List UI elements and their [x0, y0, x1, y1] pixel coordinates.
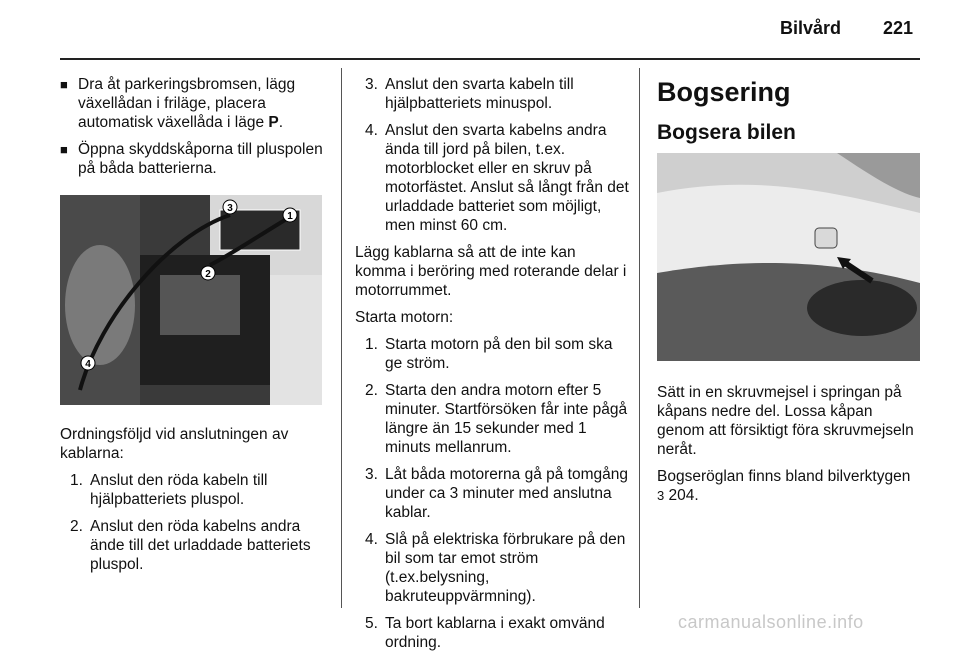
figure-label-3: 3: [227, 203, 233, 214]
list-item: 2. Anslut den röda kabelns andra ände till det urladdade batteriets pluspol.: [70, 518, 311, 573]
battery-jumpstart-photo: [60, 195, 322, 405]
column-2: [355, 75, 630, 660]
bullet-item: ■ Öppna skyddskåporna till pluspolen på båda batterierna.: [60, 140, 330, 178]
subsection-heading: Bogsera bilen: [657, 121, 796, 144]
bullet-item: ■ Dra åt parkeringsbromsen, lägg växellådan i friläge, placera automatisk växellåda i läge P.: [60, 75, 330, 132]
list-item: 4. Anslut den svarta kabelns andra ända till jord på bilen, t.ex. motorblocket eller en skruv på motorfästet. Anslut så långt från det urladdade batteriet som möjligt, men minst 60 cm.: [365, 122, 629, 234]
connection-order-intro: Ordningsföljd vid anslutningen av kablarna:: [60, 426, 289, 462]
list-item: 1. Starta motorn på den bil som ska ge ström.: [365, 336, 613, 372]
column-divider-1: [341, 68, 342, 608]
header-divider: [60, 58, 920, 60]
page-number: 221: [883, 18, 914, 38]
column-3: [657, 75, 922, 513]
list-item: 2. Starta den andra motorn efter 5 minuter. Startförsöken får inte pågå längre än 15 sekunder med 1 minuts mellanrum.: [365, 382, 628, 456]
start-engine-intro: Starta motorn:: [355, 309, 454, 326]
figure-label-1: 1: [287, 211, 293, 222]
list-item: 1. Anslut den röda kabeln till hjälpbatteriets pluspol.: [70, 472, 268, 508]
cable-routing-note: Lägg kablarna så att de inte kan komma i beröring med roterande delar i motorrummet.: [355, 244, 627, 299]
figure-label-4: 4: [85, 359, 91, 370]
towing-cover-instruction: Sätt in en skruvmejsel i springan på kåpans nedre del. Lossa kåpan genom att försiktigt föra skruvmejseln neråt.: [657, 384, 914, 458]
list-item: 4. Slå på elektriska förbrukare på den bil som tar emot ström (t.ex.belysning, bakruteuppvärmning).: [365, 531, 626, 605]
figure-label-2: 2: [205, 269, 211, 280]
list-item: 3. Anslut den svarta kabeln till hjälpbatteriets minuspol.: [365, 76, 574, 112]
list-item: 3. Låt båda motorerna gå på tomgång under ca 3 minuter med anslutna kablar.: [365, 466, 629, 521]
towing-cover-photo: [657, 153, 920, 361]
page-header-title: Bilvård: [780, 18, 842, 38]
tow-eye-location: Bogseröglan finns bland bilverktygen 3 204.: [657, 468, 911, 504]
column-divider-2: [639, 68, 640, 608]
cross-reference-page[interactable]: 204.: [668, 487, 699, 504]
section-heading: Bogsering: [657, 77, 791, 107]
list-item: 5. Ta bort kablarna i exakt omvänd ordning.: [365, 615, 605, 651]
watermark: carmanualsonline.info: [678, 612, 864, 632]
cross-reference-icon: 3: [657, 488, 665, 503]
column-1: [60, 75, 330, 582]
